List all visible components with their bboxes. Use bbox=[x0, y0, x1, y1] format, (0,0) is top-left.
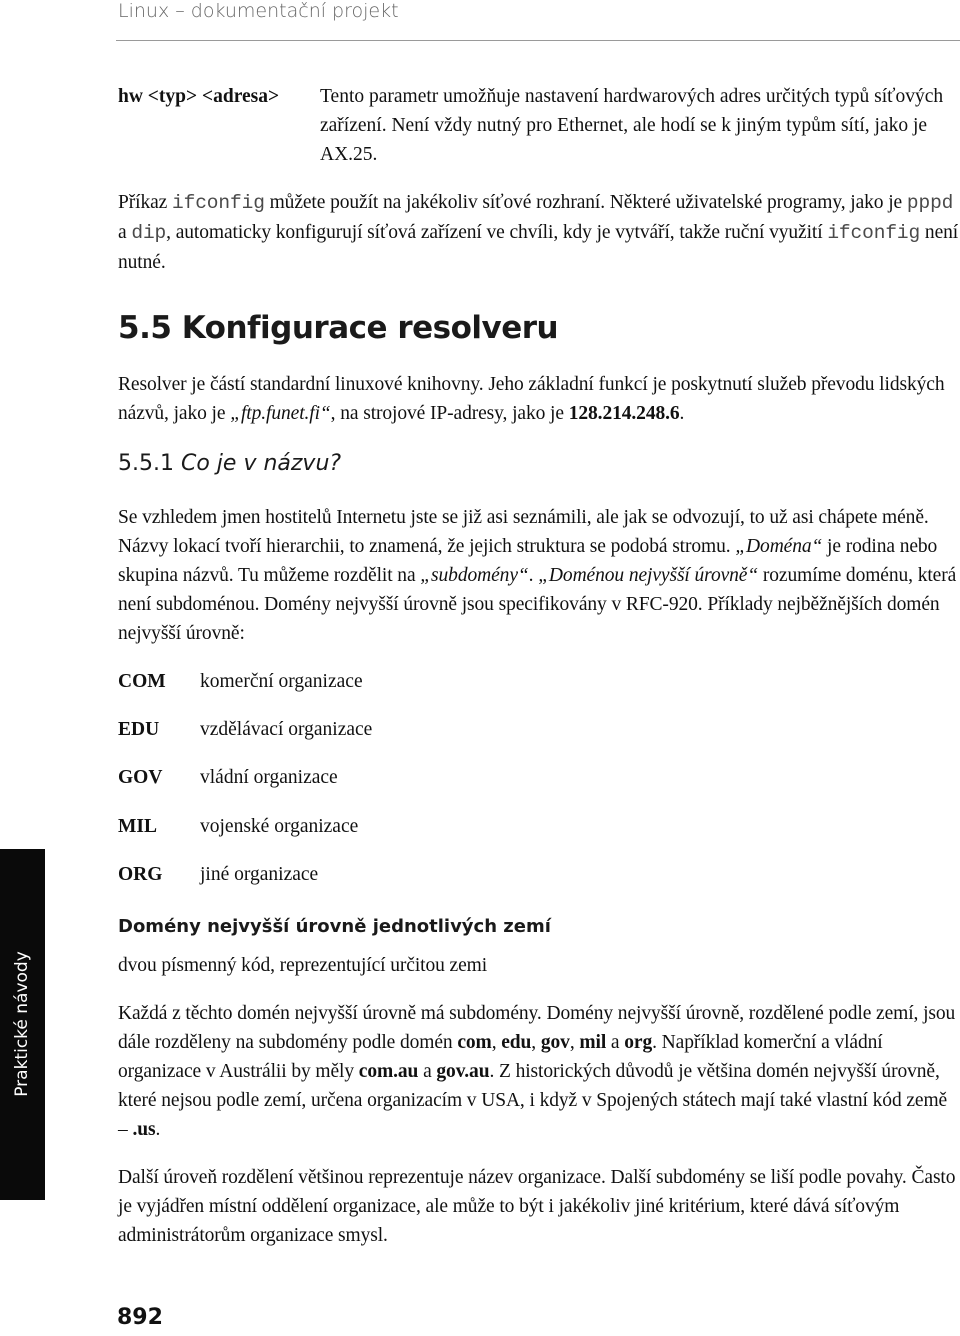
text-run: Se vzhledem jmen hostitelů Internetu jste se již asi seznámili, ale jak se odvozují, to už asi chápete méně. Názvy lokací tvoří hierarchii, to znamená, že jejich struktura se podobá stromu. bbox=[118, 507, 929, 557]
text-run: Resolver je částí standardní linuxové knihovny. Jeho základní funkcí je poskytnutí služeb převodu lidských názvů, jako je bbox=[118, 374, 945, 424]
text-run: , automaticky konfigurují síťová zařízení ve chvíli, kdy je vytváří, takže ruční využití bbox=[166, 222, 828, 243]
domain-org: org bbox=[624, 1032, 653, 1053]
hostname-example: „ftp.funet.fi“ bbox=[230, 403, 331, 424]
domain-us: .us bbox=[132, 1119, 156, 1140]
domain-code: GOV bbox=[118, 767, 163, 788]
side-tab-label: Praktické návody bbox=[12, 951, 32, 1097]
code-ifconfig: ifconfig bbox=[172, 192, 265, 214]
text-run: , bbox=[569, 1032, 580, 1053]
domain-description: vzdělávací organizace bbox=[200, 719, 373, 740]
text-run: Příkaz bbox=[118, 192, 172, 213]
paragraph-organization-level: Další úroveň rozdělení většinou reprezentuje název organizace. Další subdomény se liší podle povahy. Často je vyjádřen místní oddělení organizace, ale může to být i jakékoliv jiné kritérium, které dává síťovým administrátorům organizace smysl. bbox=[118, 1167, 956, 1246]
domain-row bbox=[118, 667, 618, 697]
definition-description: Tento parametr umožňuje nastavení hardwarových adres určitých typů síťových zařízení. Není vždy nutný pro Ethernet, ale hodí se k jiným typům sítí, jako je AX.25. bbox=[320, 86, 944, 165]
text-run: , bbox=[491, 1032, 502, 1053]
side-tab bbox=[0, 849, 45, 1200]
text-run: a bbox=[606, 1032, 625, 1053]
paragraph-country-code: dvou písmenný kód, reprezentující určitou zemi bbox=[118, 955, 488, 976]
section-heading: 5.5 Konfigurace resolveru bbox=[118, 310, 559, 346]
text-run: . bbox=[528, 565, 539, 586]
text-run: . bbox=[679, 403, 685, 424]
subsection-number: 5.5.1 bbox=[118, 451, 174, 476]
text-run: a bbox=[118, 222, 132, 243]
domain-row bbox=[118, 763, 618, 793]
running-header: Linux – dokumentační projekt bbox=[118, 0, 399, 22]
domain-gov-au: gov.au bbox=[436, 1061, 490, 1082]
paragraph-resolver bbox=[118, 370, 960, 428]
domain-description: vládní organizace bbox=[200, 767, 338, 788]
domain-description: vojenské organizace bbox=[200, 816, 359, 837]
domain-code: MIL bbox=[118, 816, 157, 837]
paragraph-subdomains bbox=[118, 999, 960, 1144]
subsection-title: Co je v názvu? bbox=[180, 451, 342, 476]
domain-row bbox=[118, 860, 618, 890]
text-run: můžete použít na jakékoliv síťové rozhraní. Některé uživatelské programy, jako je bbox=[264, 192, 907, 213]
text-run: rozumíme doménu, která není subdoménou. Domény nejvyšší úrovně jsou specifikovány v RFC-920. Příklady nejběžnějších domén nejvyšší úrovně: bbox=[118, 565, 957, 644]
header-divider bbox=[116, 40, 960, 41]
domain-mil: mil bbox=[579, 1032, 607, 1053]
term-domain: „Doména“ bbox=[735, 536, 823, 557]
ip-example: 128.214.248.6 bbox=[568, 403, 680, 424]
text-run: . Například komerční a vládní organizace v Austrálii by měly bbox=[118, 1032, 883, 1082]
text-run: . bbox=[155, 1119, 161, 1140]
subsection-heading bbox=[118, 451, 341, 476]
text-run: Každá z těchto domén nejvyšší úrovně má subdomény. Domény nejvyšší úrovně, rozdělené podle zemí, jsou dále rozděleny na subdomény podle domén bbox=[118, 1003, 956, 1053]
domain-description: jiné organizace bbox=[200, 864, 319, 885]
domain-description: komerční organizace bbox=[200, 671, 363, 692]
text-run: a bbox=[418, 1061, 437, 1082]
code-dip: dip bbox=[131, 222, 167, 244]
paragraph-names bbox=[118, 503, 960, 648]
text-run: , bbox=[531, 1032, 541, 1053]
text-run: . Z historických důvodů je většina domén nejvyšší úrovně, které nejsou podle zemí, určena organizacím v USA, i když v Spojených státech mají také vlastní kód země – bbox=[118, 1061, 948, 1140]
text-run: , na strojové IP-adresy, jako je bbox=[330, 403, 569, 424]
domain-code: EDU bbox=[118, 719, 160, 740]
code-ifconfig: ifconfig bbox=[827, 222, 921, 244]
domain-gov: gov bbox=[540, 1032, 570, 1053]
domain-row bbox=[118, 715, 618, 745]
term-tld: „Doménou nejvyšší úrovně“ bbox=[538, 565, 759, 586]
page-number: 892 bbox=[117, 1305, 163, 1330]
domain-row bbox=[118, 812, 618, 842]
definition-term: hw <typ> <adresa> bbox=[118, 86, 280, 107]
domain-code: COM bbox=[118, 671, 166, 692]
text-run: není nutné. bbox=[118, 222, 959, 273]
domain-com-au: com.au bbox=[358, 1061, 419, 1082]
text-run: je rodina nebo skupina názvů. Tu můžeme rozdělit na bbox=[118, 536, 938, 586]
domain-com: com bbox=[457, 1032, 492, 1053]
term-subdomain: „subdomény“ bbox=[420, 565, 529, 586]
domain-edu: edu bbox=[501, 1032, 532, 1053]
paragraph-ifconfig bbox=[118, 188, 960, 277]
domain-code: ORG bbox=[118, 864, 163, 885]
country-domains-heading: Domény nejvyšší úrovně jednotlivých zemí bbox=[118, 916, 551, 937]
code-pppd: pppd bbox=[906, 192, 954, 214]
